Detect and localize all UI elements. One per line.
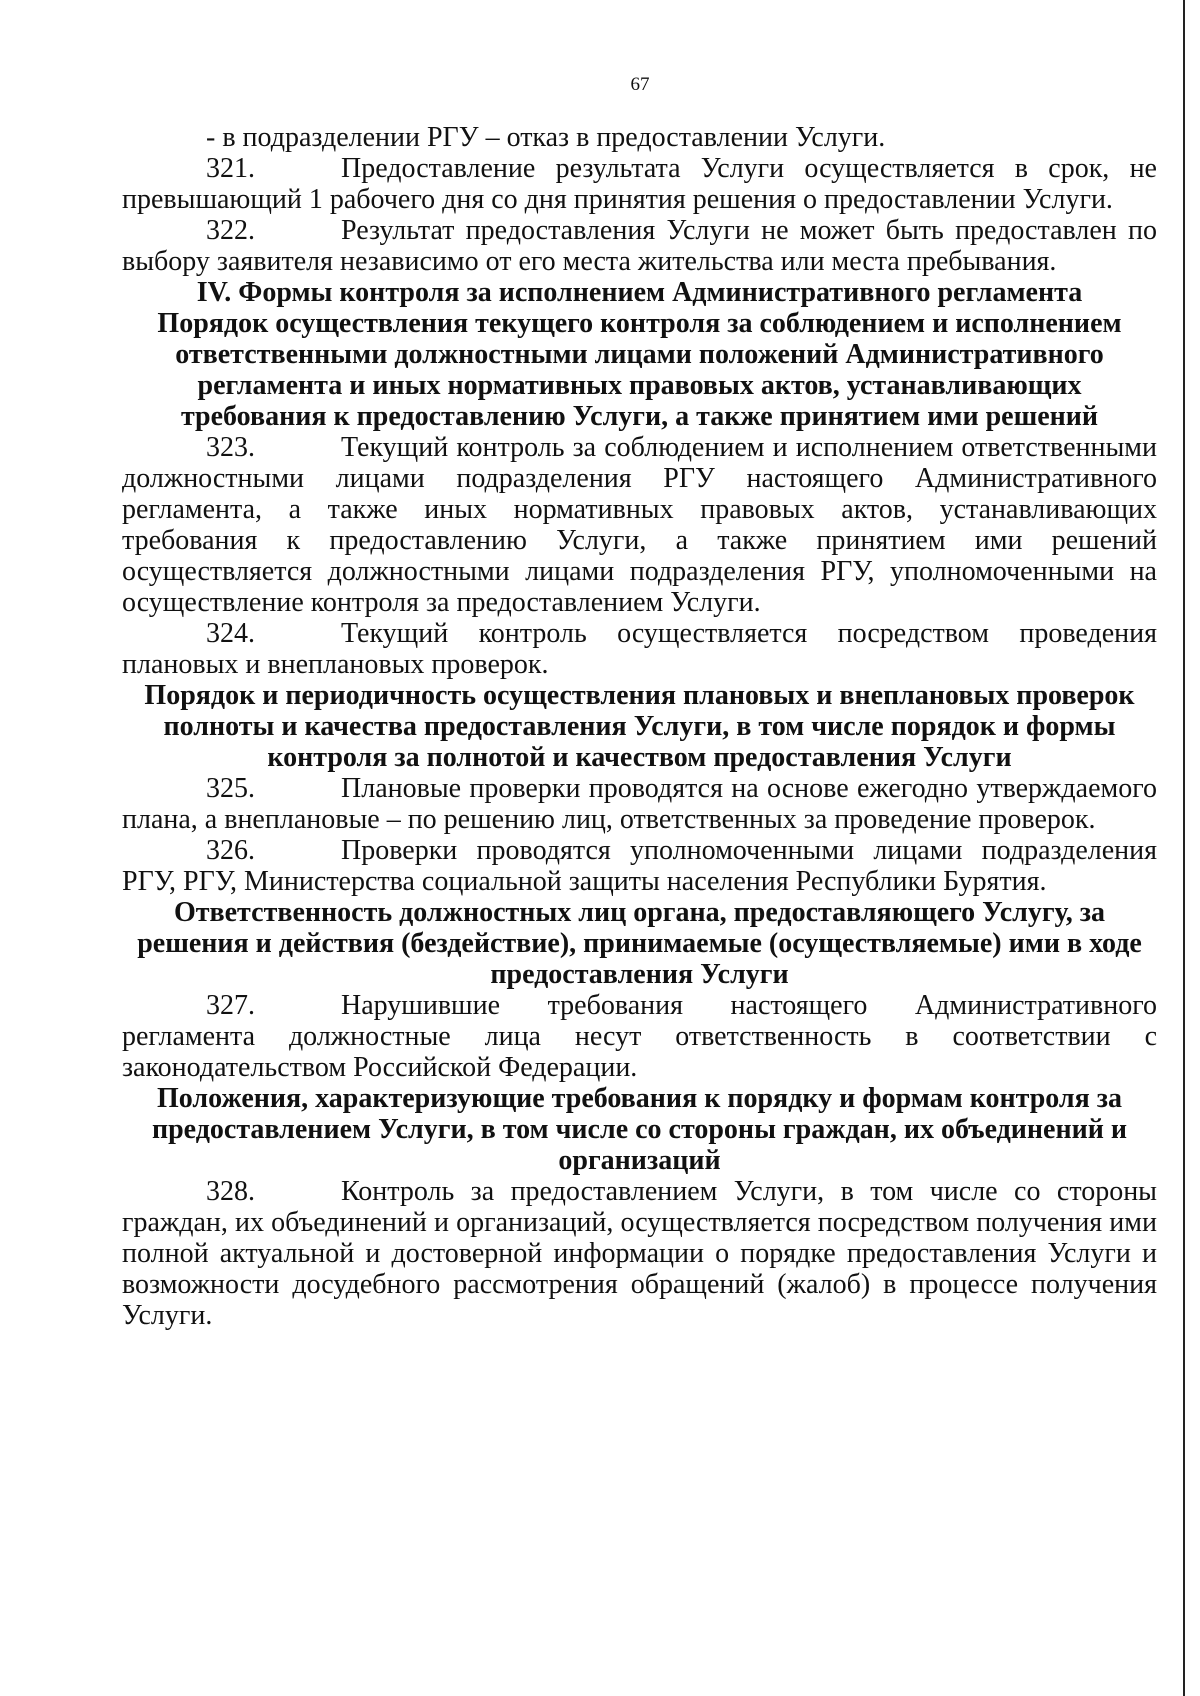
paragraph-number: 328.	[206, 1176, 255, 1207]
paragraph-322	[122, 215, 1157, 277]
document-body	[122, 122, 1157, 1331]
paragraph-325	[122, 773, 1157, 835]
subsection-heading-current-control: Порядок осуществления текущего контроля за соблюдением и исполнением ответственными должностными лицами положений Административного регламента и иных нормативных правовых актов, устанавливающих требования к предоставлению Услуги, а также принятием ими решений	[157, 308, 1122, 432]
section-heading-iv: IV. Формы контроля за исполнением Административного регламента	[196, 277, 1083, 308]
subsection-heading-citizen-control: Положения, характеризующие требования к порядку и формам контроля за предоставлением Услуги, в том числе со стороны граждан, их объединений и организаций	[151, 1083, 1128, 1176]
paragraph-number: 323.	[206, 432, 255, 463]
paragraph-text: Проверки проводятся уполномоченными лицами подразделения РГУ, РГУ, Министерства социальной защиты населения Республики Бурятия.	[122, 835, 1157, 897]
paragraph-327	[122, 990, 1157, 1083]
paragraph-text: Нарушившие требования настоящего Административного регламента должностные лица несут ответственность в соответствии с законодательством Российской Федерации.	[122, 990, 1157, 1083]
page-edge-line	[1183, 0, 1185, 1696]
paragraph-number: 321.	[206, 153, 255, 184]
paragraph-326	[122, 835, 1157, 897]
paragraph-number: 327.	[206, 990, 255, 1021]
paragraph-323	[122, 432, 1157, 618]
paragraph-text: Текущий контроль за соблюдением и исполнением ответственными должностными лицами подразделения РГУ настоящего Административного регламента, а также иных нормативных правовых актов, устанавливающих требования к предоставлению Услуги, а также принятием ими решений осуществляется должностными лицами подразделения РГУ, уполномоченными на осуществление контроля за предоставлением Услуги.	[122, 432, 1157, 618]
page-number: 67	[630, 74, 650, 95]
subsection-heading-responsibility: Ответственность должностных лиц органа, предоставляющего Услугу, за решения и действия (бездействие), принимаемые (осуществляемые) ими в ходе предоставления Услуги	[137, 897, 1142, 990]
intro-line: - в подразделении РГУ – отказ в предоставлении Услуги.	[206, 122, 886, 153]
subsection-heading-inspections: Порядок и периодичность осуществления плановых и внеплановых проверок полноты и качества предоставления Услуги, в том числе порядок и формы контроля за полнотой и качеством предоставления Услуги	[144, 680, 1135, 773]
paragraph-text: Плановые проверки проводятся на основе ежегодно утверждаемого плана, а внеплановые – по решению лиц, ответственных за проведение проверок.	[122, 773, 1157, 835]
paragraph-324	[122, 618, 1157, 680]
paragraph-number: 326.	[206, 835, 255, 866]
paragraph-number: 322.	[206, 215, 255, 246]
paragraph-text: Текущий контроль осуществляется посредством проведения плановых и внеплановых проверок.	[122, 618, 1157, 680]
paragraph-text: Предоставление результата Услуги осуществляется в срок, не превышающий 1 рабочего дня со дня принятия решения о предоставлении Услуги.	[122, 153, 1157, 215]
paragraph-number: 324.	[206, 618, 255, 649]
paragraph-text: Результат предоставления Услуги не может быть предоставлен по выбору заявителя независимо от его места жительства или места пребывания.	[122, 215, 1157, 277]
paragraph-328	[122, 1176, 1157, 1331]
paragraph-321	[122, 153, 1157, 215]
paragraph-text: Контроль за предоставлением Услуги, в том числе со стороны граждан, их объединений и организаций, осуществляется посредством получения ими полной актуальной и достоверной информации о порядке предоставления Услуги и возможности досудебного рассмотрения обращений (жалоб) в процессе получения Услуги.	[122, 1176, 1157, 1331]
paragraph-number: 325.	[206, 773, 255, 804]
